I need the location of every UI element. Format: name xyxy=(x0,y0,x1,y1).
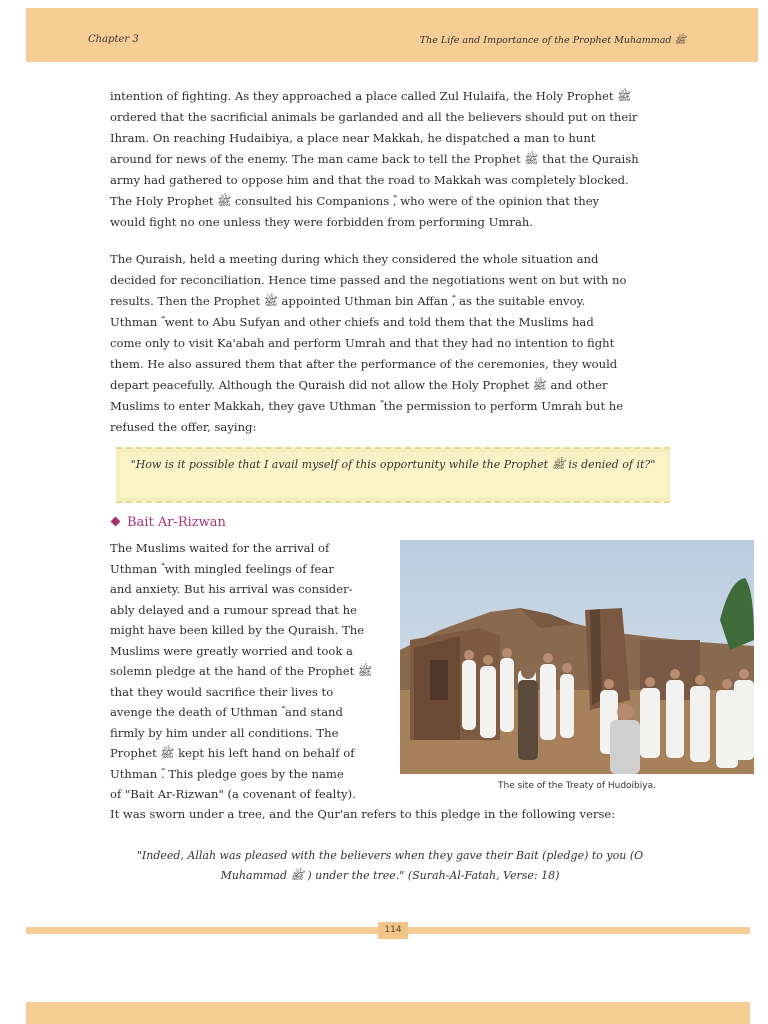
text-line: Uthman ؓ went to Abu Sufyan and other chiefs and told them that the Muslims had xyxy=(110,315,594,329)
text-line: The Holy Prophet ﷺ consulted his Companions ؓ, who were of the opinion that they xyxy=(110,194,600,208)
text-line: would fight no one unless they were forbidden from performing Umrah. xyxy=(110,215,534,229)
text-line: ordered that the sacrificial animals be garlanded and all the believers should put on their xyxy=(110,110,638,124)
text-line: might have been killed by the Quraish. The xyxy=(110,623,365,637)
text-line: Ihram. On reaching Hudaibiya, a place near Makkah, he dispatched a man to hunt xyxy=(110,131,596,145)
text-line: Prophet ﷺ kept his left hand on behalf of xyxy=(110,746,355,760)
quran-verse-quote: "Indeed, Allah was pleased with the believers when they gave their Bait (pledge) to you (O Muhammad ﷺ ) under the tree." (Surah-Al-Fatah, Verse: 18) xyxy=(136,849,644,882)
section-heading xyxy=(112,515,226,530)
text-line: The Muslims waited for the arrival of xyxy=(110,541,330,555)
text-line: intention of fighting. As they approached a place called Zul Hulaifa, the Holy Prophet ﷺ xyxy=(110,89,632,103)
diamond-bullet-icon xyxy=(111,517,121,527)
text-line: army had gathered to oppose him and that the road to Makkah was completely blocked. xyxy=(110,173,629,187)
paragraph-2 xyxy=(110,249,680,438)
text-line: firmly by him under all conditions. The xyxy=(110,725,339,740)
page-number: 114 xyxy=(378,922,408,939)
text-line: and anxiety. But his arrival was consider- xyxy=(110,582,353,596)
chapter-label: Chapter 3 xyxy=(88,34,139,45)
text-line: decided for reconciliation. Hence time passed and the negotiations went on but with no xyxy=(110,273,627,287)
text-line: that they would sacrifice their lives to xyxy=(110,684,334,699)
text-line: Muslims to enter Makkah, they gave Uthman ؓ the permission to perform Umrah but he xyxy=(110,399,624,413)
text-line: depart peacefully. Although the Quraish did not allow the Holy Prophet ﷺ and other xyxy=(110,378,608,392)
running-title: The Life and Importance of the Prophet Muhammad ﷺ xyxy=(419,35,686,46)
section-heading-text: Bait Ar-Rizwan xyxy=(127,515,226,530)
text-line: come only to visit Ka'abah and perform Umrah and that they had no intention to fight xyxy=(110,336,615,350)
text-line: Muslims were greatly worried and took a xyxy=(110,643,353,658)
text-line: of "Bait Ar-Rizwan" (a covenant of fealty). xyxy=(110,787,356,801)
hudaibiya-site-photo xyxy=(400,540,754,774)
text-line: solemn pledge at the hand of the Prophet ﷺ xyxy=(110,664,372,678)
text-line: ably delayed and a rumour spread that he xyxy=(110,602,357,617)
bait-ar-rizwan-text xyxy=(110,538,390,805)
text-line: them. He also assured them that after the performance of the ceremonies, they would xyxy=(110,357,618,371)
text-line: around for news of the enemy. The man came back to tell the Prophet ﷺ that the Quraish xyxy=(110,152,639,166)
text-line: avenge the death of Uthman ؓ and stand xyxy=(110,705,343,719)
photo-caption: The site of the Treaty of Hudoibiya. xyxy=(498,781,656,791)
text-line: It was sworn under a tree, and the Qur'an refers to this pledge in the following verse: xyxy=(110,807,616,821)
text-line: results. Then the Prophet ﷺ appointed Uthman bin Affan ؓ, as the suitable envoy. xyxy=(110,294,586,308)
uthman-quote: "How is it possible that I avail myself of this opportunity while the Prophet ﷺ is denied of it?" xyxy=(130,458,656,471)
text-line: Uthman ؓ with mingled feelings of fear xyxy=(110,561,334,576)
bottom-band xyxy=(26,1002,750,1024)
text-line: The Quraish, held a meeting during which they considered the whole situation and xyxy=(110,252,599,266)
text-line: Uthman ؓ. This pledge goes by the name xyxy=(110,766,344,781)
paragraph-1 xyxy=(110,86,680,233)
text-line: refused the offer, saying: xyxy=(110,420,257,434)
